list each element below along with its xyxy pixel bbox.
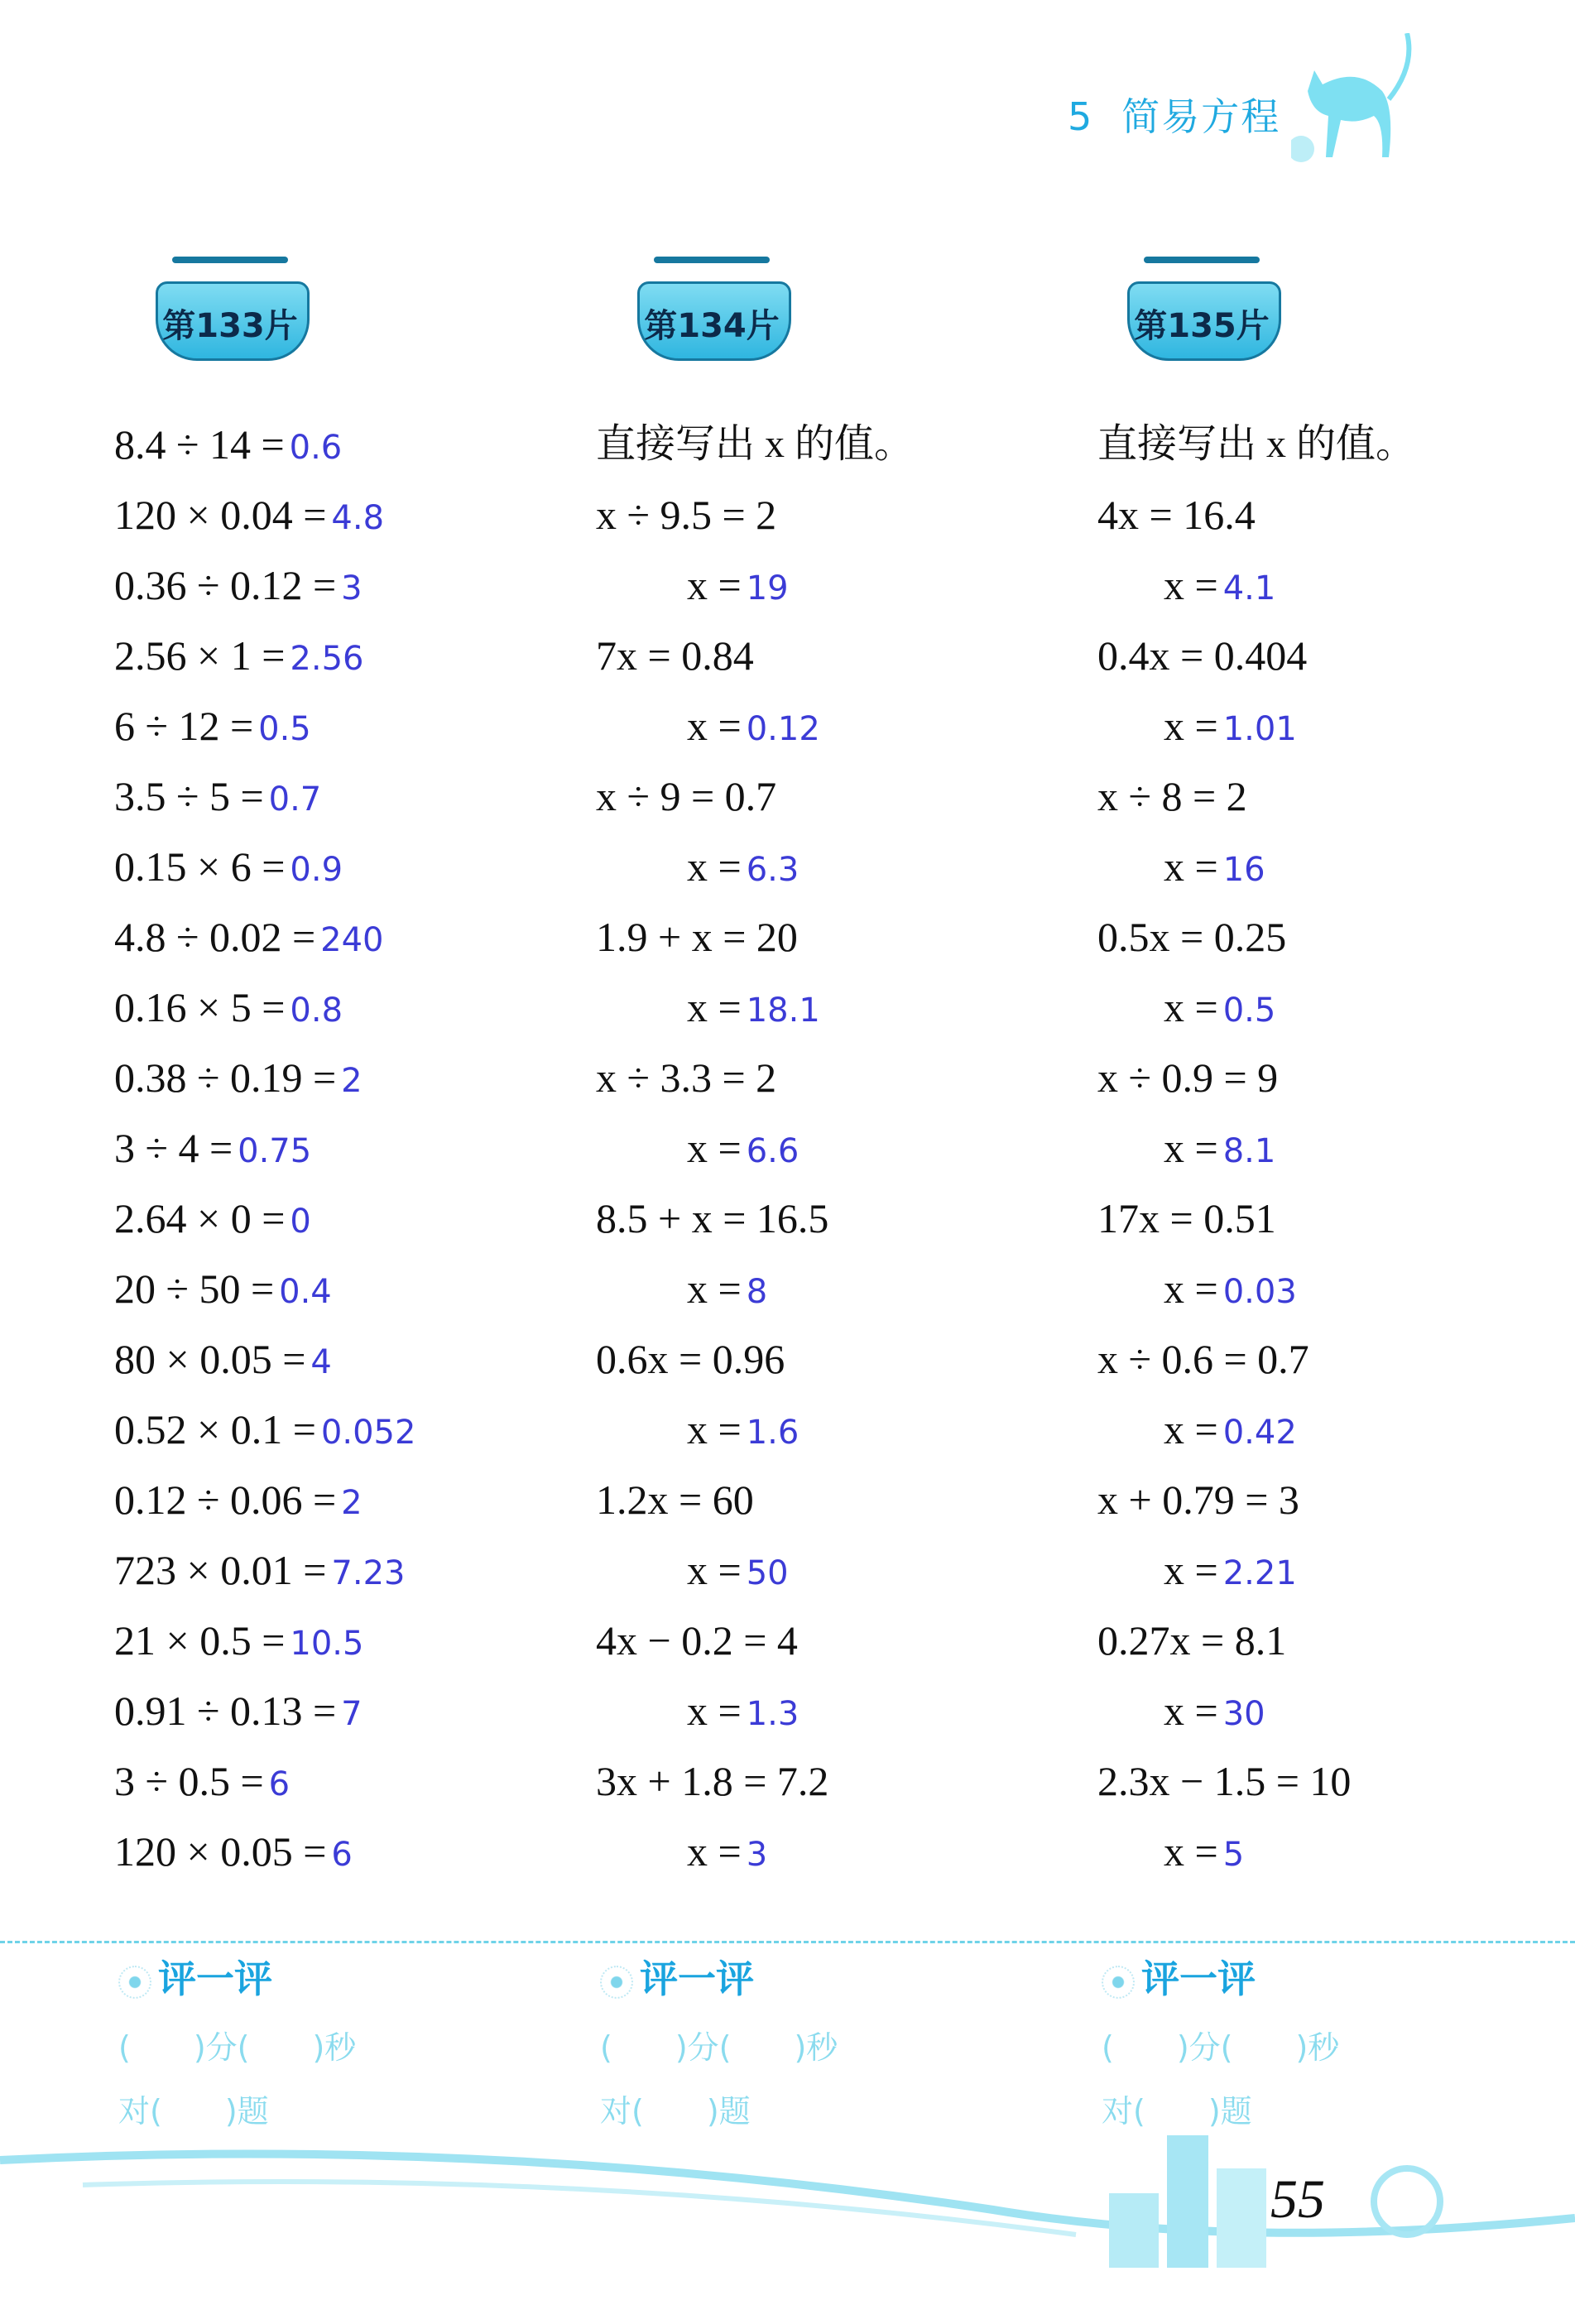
equation-line <box>114 1404 415 1457</box>
handwritten-answer: 0.052 <box>320 1414 416 1452</box>
equation: x = <box>1164 1688 1218 1734</box>
handwritten-answer: 1.01 <box>1222 710 1297 748</box>
section-divider <box>0 1941 1575 1943</box>
equation: x = <box>1164 703 1218 749</box>
equation-line <box>114 560 363 613</box>
equation: 723 × 0.01 = <box>114 1547 327 1593</box>
equation: x ÷ 0.6 = 0.7 <box>1097 1336 1309 1382</box>
equation: 4x = 16.4 <box>1097 492 1256 538</box>
badge-label: 第133片 <box>162 307 298 345</box>
decorative-wave-city-icon <box>0 2119 1575 2324</box>
flower-icon <box>118 1966 151 1999</box>
cat-illustration-icon <box>1291 33 1432 174</box>
handwritten-answer: 19 <box>746 569 789 607</box>
exercise-card-badge <box>1111 248 1293 364</box>
answer-line <box>687 1827 767 1880</box>
answer-line <box>1164 560 1275 613</box>
handwritten-answer: 7.23 <box>331 1554 406 1592</box>
equation-line <box>1097 1475 1299 1525</box>
answer-line <box>1164 1264 1297 1317</box>
exercise-card-badge <box>139 248 321 364</box>
equation: x = <box>687 843 742 890</box>
equation-line <box>596 1475 754 1525</box>
equation: 3 ÷ 4 = <box>114 1125 233 1171</box>
handwritten-answer: 0.4 <box>279 1273 332 1311</box>
equation: 0.91 ÷ 0.13 = <box>114 1688 337 1734</box>
equation: 0.27x = 8.1 <box>1097 1617 1287 1664</box>
badge-label: 第135片 <box>1134 307 1270 345</box>
equation-line <box>114 912 384 965</box>
answer-line <box>1164 701 1297 754</box>
correct-count-line: 对( )题 <box>118 2093 269 2130</box>
equation: x = <box>687 562 742 608</box>
chapter-heading <box>1068 87 1280 142</box>
equation: x = <box>1164 562 1218 608</box>
equation: x = <box>687 1547 742 1593</box>
handwritten-answer: 7 <box>341 1695 363 1733</box>
equation: x = <box>1164 1406 1218 1452</box>
handwritten-answer: 0.42 <box>1222 1414 1297 1452</box>
equation: 20 ÷ 50 = <box>114 1265 275 1312</box>
handwritten-answer: 0.5 <box>258 710 311 748</box>
equation: x = <box>1164 984 1218 1030</box>
equation-line <box>1097 912 1286 962</box>
instruction: 直接写出 x 的值。 <box>1097 422 1416 466</box>
equation-line <box>114 1616 363 1669</box>
sign-post <box>172 257 288 263</box>
review-title: 评一评 <box>640 1957 754 2001</box>
handwritten-answer: 6 <box>331 1836 353 1874</box>
self-review-box <box>118 1949 466 2131</box>
answer-line <box>687 982 820 1035</box>
equation: x = <box>1164 843 1218 890</box>
handwritten-answer: 3 <box>746 1836 768 1874</box>
equation: 2.64 × 0 = <box>114 1195 286 1241</box>
equation: x = <box>687 703 742 749</box>
equation-line <box>1097 1616 1286 1665</box>
chapter-number: 5 <box>1068 94 1094 139</box>
equation: 0.15 × 6 = <box>114 843 286 890</box>
handwritten-answer: 0.8 <box>290 992 343 1030</box>
equation: x = <box>687 1265 742 1312</box>
handwritten-answer: 0.5 <box>1222 992 1276 1030</box>
handwritten-answer: 4.8 <box>331 499 385 537</box>
answer-line <box>687 701 820 754</box>
equation-line <box>114 1264 332 1317</box>
equation: x = <box>687 1125 742 1171</box>
equation: 0.52 × 0.1 = <box>114 1406 316 1452</box>
equation: x = <box>687 1406 742 1452</box>
answer-line <box>687 560 789 613</box>
equation-line <box>596 771 776 821</box>
handwritten-answer: 0.7 <box>268 780 322 819</box>
handwritten-answer: 8.1 <box>1222 1132 1276 1170</box>
equation: x ÷ 9 = 0.7 <box>596 773 777 819</box>
handwritten-answer: 50 <box>746 1554 789 1592</box>
equation-line <box>114 982 343 1035</box>
handwritten-answer: 4 <box>310 1343 332 1381</box>
equation-line <box>114 1053 363 1106</box>
equation: 0.5x = 0.25 <box>1097 914 1287 960</box>
flower-icon <box>600 1966 633 1999</box>
equation: 0.6x = 0.96 <box>596 1336 785 1382</box>
equation: 120 × 0.04 = <box>114 492 327 538</box>
flower-icon <box>1102 1966 1135 1999</box>
equation-line <box>596 912 798 962</box>
equation: 120 × 0.05 = <box>114 1828 327 1875</box>
time-line: ( )分( )秒 <box>600 2029 838 2066</box>
equation: 0.16 × 5 = <box>114 984 286 1030</box>
equation-line <box>1097 1756 1351 1806</box>
equation: 2.3x − 1.5 = 10 <box>1097 1758 1352 1804</box>
handwritten-answer: 4.1 <box>1222 569 1276 607</box>
equation: 8.4 ÷ 14 = <box>114 421 285 468</box>
answer-line <box>1164 842 1265 895</box>
equation-line <box>596 1193 828 1243</box>
equation: 4.8 ÷ 0.02 = <box>114 914 316 960</box>
equation: 17x = 0.51 <box>1097 1195 1276 1241</box>
handwritten-answer: 10.5 <box>290 1625 364 1663</box>
equation-line <box>114 1193 311 1246</box>
equation-line <box>114 1475 363 1528</box>
badge-label: 第134片 <box>644 307 780 345</box>
equation: 3.5 ÷ 5 = <box>114 773 264 819</box>
equation-line <box>114 1123 311 1176</box>
equation-line <box>596 1616 798 1665</box>
equation-line <box>114 631 363 684</box>
answer-line <box>1164 982 1275 1035</box>
time-line: ( )分( )秒 <box>1102 2029 1340 2066</box>
equation: x = <box>687 984 742 1030</box>
handwritten-answer: 240 <box>320 921 384 959</box>
equation: 2.56 × 1 = <box>114 632 286 679</box>
answer-line <box>687 1545 789 1598</box>
equation: x = <box>1164 1547 1218 1593</box>
equation: 80 × 0.05 = <box>114 1336 306 1382</box>
equation-line <box>596 1756 828 1806</box>
equation-line <box>596 631 754 680</box>
handwritten-answer: 0.03 <box>1222 1273 1297 1311</box>
answer-line <box>1164 1827 1244 1880</box>
handwritten-answer: 2 <box>341 1484 363 1522</box>
equation-line <box>114 1334 332 1387</box>
equation-line <box>114 1827 353 1880</box>
handwritten-answer: 2.56 <box>290 640 364 678</box>
instruction: 直接写出 x 的值。 <box>596 422 915 466</box>
handwritten-answer: 0 <box>290 1203 311 1241</box>
equation-line <box>596 1334 785 1384</box>
correct-count-line: 对( )题 <box>600 2093 751 2130</box>
answer-line <box>687 1404 799 1457</box>
answer-line <box>1164 1686 1265 1739</box>
answer-line <box>687 1264 767 1317</box>
equation-line <box>114 1545 405 1598</box>
handwritten-answer: 5 <box>1222 1836 1245 1874</box>
handwritten-answer: 8 <box>746 1273 768 1311</box>
equation: x ÷ 8 = 2 <box>1097 773 1247 819</box>
equation-line <box>1097 1334 1309 1384</box>
equation-line <box>114 842 343 895</box>
equation: 0.4x = 0.404 <box>1097 632 1308 679</box>
equation-line <box>596 490 776 540</box>
equation: 21 × 0.5 = <box>114 1617 286 1664</box>
equation: x = <box>1164 1828 1218 1875</box>
handwritten-answer: 2 <box>341 1062 363 1100</box>
answer-line <box>1164 1545 1297 1598</box>
equation-line <box>114 1756 290 1809</box>
equation: x = <box>687 1828 742 1875</box>
equation: 0.38 ÷ 0.19 = <box>114 1054 337 1101</box>
equation: 7x = 0.84 <box>596 632 754 679</box>
equation-line <box>114 701 311 754</box>
equation: 3x + 1.8 = 7.2 <box>596 1758 829 1804</box>
handwritten-answer: 18.1 <box>746 992 820 1030</box>
equation-line <box>1097 771 1247 821</box>
handwritten-answer: 1.3 <box>746 1695 800 1733</box>
equation-line <box>114 771 321 824</box>
sign-post <box>1144 257 1260 263</box>
equation: 1.9 + x = 20 <box>596 914 798 960</box>
equation: x ÷ 9.5 = 2 <box>596 492 777 538</box>
handwritten-answer: 2.21 <box>1222 1554 1297 1592</box>
equation: 4x − 0.2 = 4 <box>596 1617 798 1664</box>
equation: x + 0.79 = 3 <box>1097 1477 1299 1523</box>
handwritten-answer: 0.9 <box>290 851 343 889</box>
answer-line <box>687 1686 799 1739</box>
equation: x ÷ 0.9 = 9 <box>1097 1054 1279 1101</box>
handwritten-answer: 16 <box>1222 851 1265 889</box>
handwritten-answer: 30 <box>1222 1695 1265 1733</box>
sign-post <box>654 257 770 263</box>
equation-line <box>114 420 342 473</box>
handwritten-answer: 3 <box>341 569 363 607</box>
equation: x = <box>1164 1265 1218 1312</box>
chapter-title: 简易方程 <box>1121 94 1281 139</box>
equation: x ÷ 3.3 = 2 <box>596 1054 777 1101</box>
equation: 3 ÷ 0.5 = <box>114 1758 264 1804</box>
correct-count-line: 对( )题 <box>1102 2093 1252 2130</box>
equation: x = <box>1164 1125 1218 1171</box>
handwritten-answer: 6 <box>268 1765 291 1803</box>
handwritten-answer: 0.75 <box>238 1132 312 1170</box>
equation-line <box>1097 631 1307 680</box>
page-number: 55 <box>1270 2169 1325 2230</box>
answer-line <box>687 1123 799 1176</box>
answer-line <box>1164 1404 1297 1457</box>
exercise-card-badge <box>621 248 803 364</box>
review-title: 评一评 <box>158 1957 272 2001</box>
equation-line <box>1097 1053 1278 1102</box>
handwritten-answer: 0.12 <box>746 710 820 748</box>
time-line: ( )分( )秒 <box>118 2029 357 2066</box>
self-review-box <box>600 1949 948 2131</box>
handwritten-answer: 0.6 <box>289 429 343 467</box>
equation: x = <box>687 1688 742 1734</box>
handwritten-answer: 6.6 <box>746 1132 800 1170</box>
answer-line <box>687 842 799 895</box>
equation-line <box>1097 490 1256 540</box>
equation: 0.12 ÷ 0.06 = <box>114 1477 337 1523</box>
equation-line <box>114 490 384 543</box>
equation-line <box>1097 1193 1276 1243</box>
review-title: 评一评 <box>1141 1957 1256 2001</box>
equation-line <box>596 1053 776 1102</box>
equation: 0.36 ÷ 0.12 = <box>114 562 337 608</box>
equation-line <box>114 1686 363 1739</box>
self-review-box <box>1102 1949 1449 2131</box>
handwritten-answer: 6.3 <box>746 851 800 889</box>
handwritten-answer: 1.6 <box>746 1414 800 1452</box>
equation: 8.5 + x = 16.5 <box>596 1195 829 1241</box>
equation: 1.2x = 60 <box>596 1477 754 1523</box>
equation: 6 ÷ 12 = <box>114 703 254 749</box>
answer-line <box>1164 1123 1275 1176</box>
